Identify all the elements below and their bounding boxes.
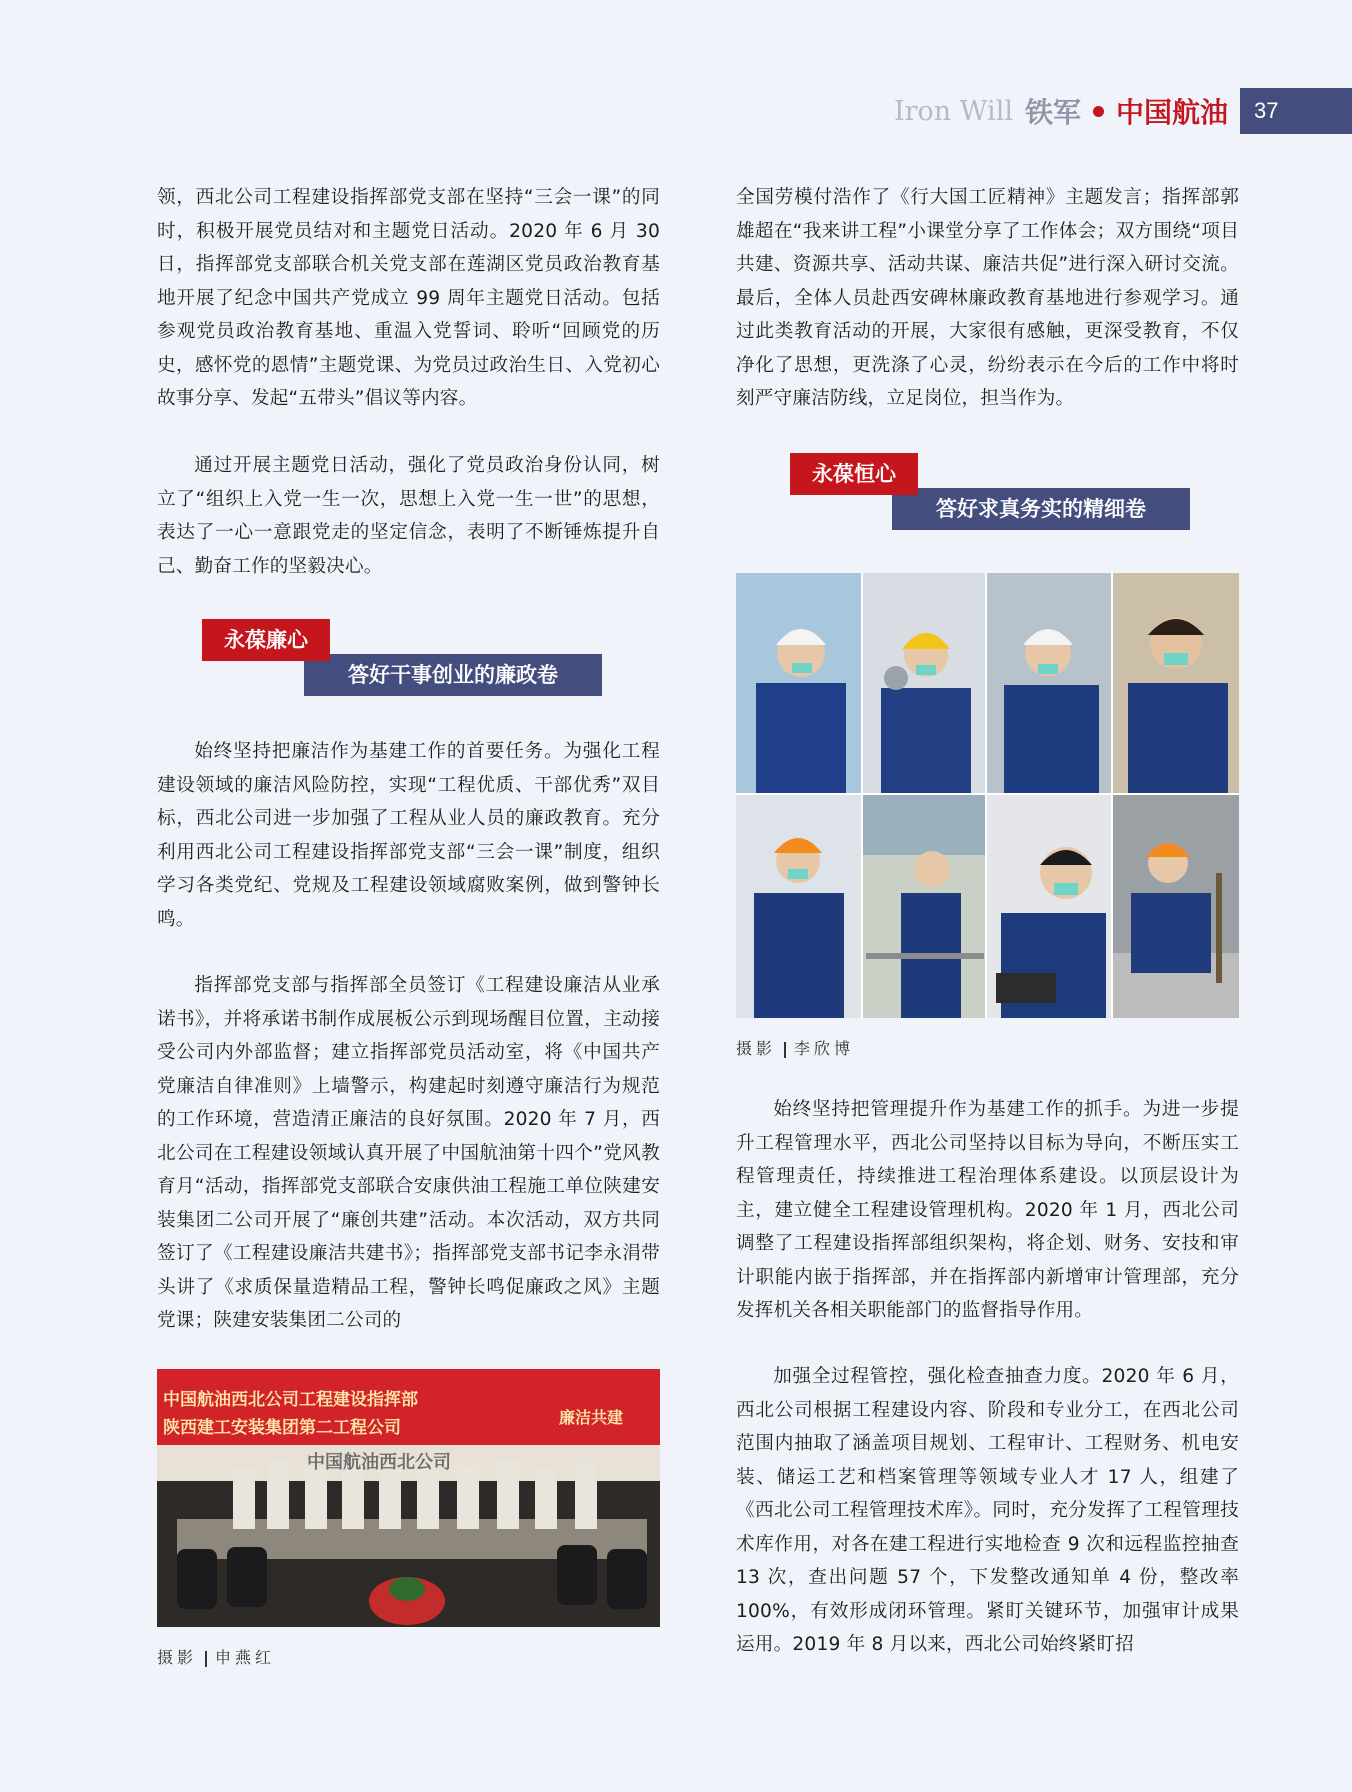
page-header — [894, 88, 1352, 134]
banner-text-2: 陕西建工安装集团第二工程公司 — [163, 1418, 401, 1438]
title-dot-icon — [1093, 106, 1104, 117]
photo-tile-6 — [863, 795, 985, 1018]
banner-text-1: 中国航油西北公司工程建设指挥部 — [163, 1390, 418, 1410]
photographer-name: 申燕红 — [215, 1648, 276, 1667]
right-paragraph-3: 加强全过程管控，强化检查抽查力度。2020 年 6 月，西北公司根据工程建设内容、阶段和专业分工，在西北公司范围内抽取了涵盖项目规划、工程审计、工程财务、机电安装、储运工艺和档案管理等领域专业人才 17 人，组建了《西北公司工程管理技术库》。同时，充分发挥了工程管理技术库作用，对各在建工程进行实地检查 9 次和远程监控抽查 13 次，查出问题 57 个，下发整改通知单 4 份，整改率 100%，有效形成闭环管理。紧盯关键环节，加强审计成果运用。2019 年 8 月以来，西北公司始终紧盯招 — [736, 1366, 1239, 1655]
heading-tag: 永葆恒心 — [790, 453, 918, 495]
caption-divider — [205, 1651, 207, 1667]
caption-divider — [784, 1042, 786, 1058]
photo-tile-3 — [987, 573, 1111, 793]
signing-ceremony-illustration — [157, 1369, 660, 1627]
right-photo-caption — [736, 1036, 854, 1059]
magazine-title-en: Iron Will — [893, 95, 1013, 127]
photo-label: 摄影 — [157, 1648, 198, 1667]
worker-photo-collage — [736, 573, 1239, 1018]
right-paragraph-2: 始终坚持把管理提升作为基建工作的抓手。为进一步提升工程管理水平，西北公司坚持以目标为导向，不断压实工程管理责任，持续推进工程治理体系建设。以顶层设计为主，建立健全工程建设管理机构。2020 年 1 月，西北公司调整了工程建设指挥部组织架构，将企划、财务、安技和审计职能内嵌于指挥部，并在指挥部内新增审计管理部，充分发挥机关各相关职能部门的监督指导作用。 — [736, 1099, 1239, 1321]
brand-title: 中国航油 — [1115, 96, 1228, 129]
photo-label: 摄影 — [736, 1039, 777, 1058]
photo-tile-8 — [1113, 795, 1239, 1018]
right-paragraph-1: 全国劳模付浩作了《行大国工匠精神》主题发言；指挥部郭雄超在“我来讲工程”小课堂分享了工作体会；双方围绕“项目共建、资源共享、活动共谋、廉洁共促”进行深入研讨交流。最后，全体人员赴西安碑林廉政教育基地进行参观学习。通过此类教育活动的开展，大家很有感触，更深受教育，不仅净化了思想，更洗涤了心灵，纷纷表示在今后的工作中将时刻严守廉洁防线，立足岗位，担当作为。 — [736, 187, 1239, 409]
photo-tile-1 — [736, 573, 861, 793]
page-number: 37 — [1240, 88, 1352, 134]
heading-tag: 永葆廉心 — [202, 619, 330, 661]
left-photo-caption — [157, 1645, 275, 1668]
section-title: 铁军 — [1024, 96, 1081, 129]
photographer-name: 李欣博 — [794, 1039, 855, 1058]
left-paragraph-2: 通过开展主题党日活动，强化了党员政治身份认同，树立了“组织上入党一生一次，思想上入党一生一世”的思想，表达了一心一意跟党走的坚定信念，表明了不断锤炼提升自己、勤奋工作的坚毅决心。 — [157, 455, 660, 577]
photo-tile-4 — [1113, 573, 1239, 793]
left-paragraph-4: 指挥部党支部与指挥部全员签订《工程建设廉洁从业承诺书》，并将承诺书制作成展板公示到现场醒目位置，主动接受公司内外部监督；建立指挥部党员活动室，将《中国共产党廉洁自律准则》上墙警示，构建起时刻遵守廉洁行为规范的工作环境，营造清正廉洁的良好氛围。2020 年 7 月，西北公司在工程建设领域认真开展了中国航油第十四个”党风教育月“活动，指挥部党支部联合安康供油工程施工单位陕建安装集团二公司开展了“廉创共建”活动。本次活动，双方共同签订了《工程建设廉洁共建书》；指挥部党支部书记李永涓带头讲了《求质保量造精品工程，警钟长鸣促廉政之风》主题党课；陕建安装集团二公司的 — [157, 975, 660, 1331]
wall-text: 中国航油西北公司 — [307, 1452, 451, 1473]
heading-subtitle: 答好求真务实的精细卷 — [892, 488, 1190, 530]
left-paragraph-3: 始终坚持把廉洁作为基建工作的首要任务。为强化工程建设领域的廉洁风险防控，实现“工程优质、干部优秀”双目标，西北公司进一步加强了工程从业人员的廉政教育。充分利用西北公司工程建设指挥部党支部“三会一课”制度，组织学习各类党纪、党规及工程建设领域腐败案例，做到警钟长鸣。 — [157, 741, 660, 930]
photo-tile-2 — [863, 573, 985, 793]
photo-tile-7 — [987, 795, 1111, 1018]
left-paragraph-1: 领，西北公司工程建设指挥部党支部在坚持“三会一课”的同时，积极开展党员结对和主题党日活动。2020 年 6 月 30 日，指挥部党支部联合机关党支部在莲湖区党员政治教育基地开展了纪念中国共产党成立 99 周年主题党日活动。包括参观党员政治教育基地、重温入党誓词、聆听“回顾党的历史，感怀党的恩情”主题党课、为党员过政治生日、入党初心故事分享、发起“五带头”倡议等内容。 — [157, 187, 660, 409]
worker-photo-grid — [736, 573, 1239, 1018]
section-heading-integrity — [202, 619, 622, 697]
banner-text-3: 廉洁共建 — [559, 1408, 624, 1427]
heading-subtitle: 答好干事创业的廉政卷 — [304, 654, 602, 696]
photo-tile-5 — [736, 795, 861, 1018]
section-heading-diligence — [790, 453, 1210, 531]
signing-ceremony-photo — [157, 1369, 660, 1627]
